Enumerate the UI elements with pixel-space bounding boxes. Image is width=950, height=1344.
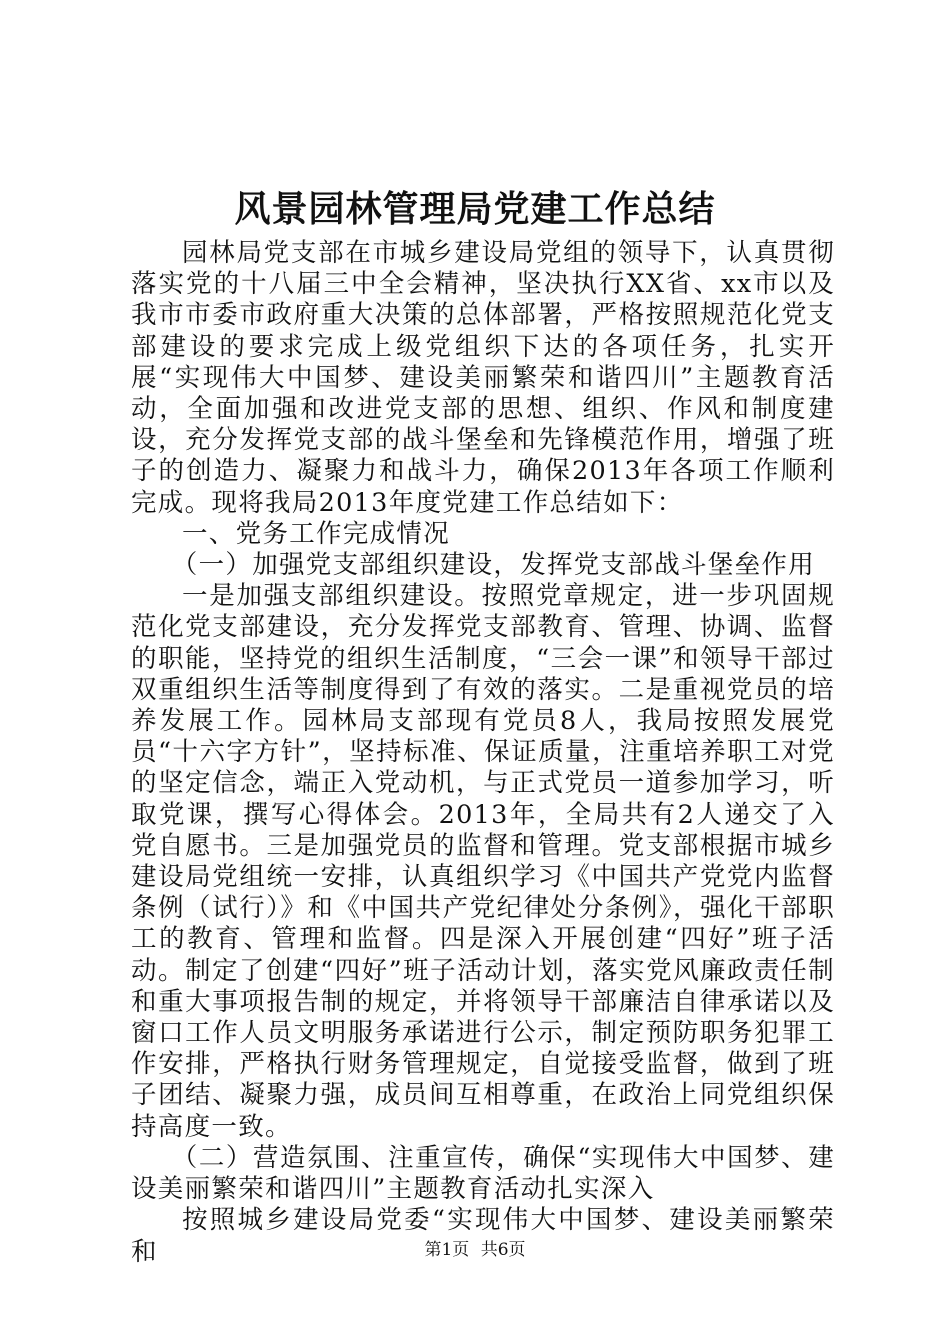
page-footer — [0, 1239, 950, 1261]
document-body — [131, 238, 835, 1268]
subsection-heading-2: （二）营造氛围、注重宣传，确保“实现伟大中国梦、建设美丽繁荣和谐四川”主题教育活动扎实深入 — [131, 1142, 835, 1205]
body-paragraph-1: 一是加强支部组织建设。按照党章规定，进一步巩固规范化党支部建设，充分发挥党支部教育、管理、协调、监督的职能，坚持党的组织生活制度，“三会一课”和领导干部过双重组织生活等制度得到了有效的落实。二是重视党员的培养发展工作。园林局支部现有党员8人，我局按照发展党员“十六字方针”，坚持标准、保证质量，注重培养职工对党的坚定信念，端正入党动机，与正式党员一道参加学习，听取党课，撰写心得体会。2013年，全局共有2人递交了入党自愿书。三是加强党员的监督和管理。党支部根据市城乡建设局党组统一安排，认真组织学习《中国共产党党内监督条例（试行）》和《中国共产党纪律处分条例》，强化干部职工的教育、管理和监督。四是深入开展创建“四好”班子活动。制定了创建“四好”班子活动计划，落实党风廉政责任制和重大事项报告制的规定，并将领导干部廉洁自律承诺以及窗口工作人员文明服务承诺进行公示，制定预防职务犯罪工作安排，严格执行财务管理规定，自觉接受监督，做到了班子团结、凝聚力强，成员间互相尊重，在政治上同党组织保持高度一致。 — [131, 581, 835, 1142]
document-title: 风景园林管理局党建工作总结 — [234, 188, 716, 230]
page-number: 第1页 — [424, 1240, 470, 1260]
section-heading: 一、党务工作完成情况 — [182, 518, 451, 549]
intro-paragraph: 园林局党支部在市城乡建设局党组的领导下，认真贯彻落实党的十八届三中全会精神，坚决执行XX省、xx市以及我市市委市政府重大决策的总体部署，严格按照规范化党支部建设的要求完成上级党组织下达的各项任务，扎实开展“实现伟大中国梦、建设美丽繁荣和谐四川”主题教育活动，全面加强和改进党支部的思想、组织、作风和制度建设，充分发挥党支部的战斗堡垒和先锋模范作用，增强了班子的创造力、凝聚力和战斗力，确保2013年各项工作顺利完成。现将我局2013年度党建工作总结如下： — [131, 238, 835, 518]
subsection-heading-1: （一）加强党支部组织建设，发挥党支部战斗堡垒作用 — [171, 550, 815, 581]
page-total: 共6页 — [480, 1240, 526, 1260]
body-paragraph-2: 按照城乡建设局党委“实现伟大中国梦、建设美丽繁荣和 — [131, 1205, 835, 1267]
